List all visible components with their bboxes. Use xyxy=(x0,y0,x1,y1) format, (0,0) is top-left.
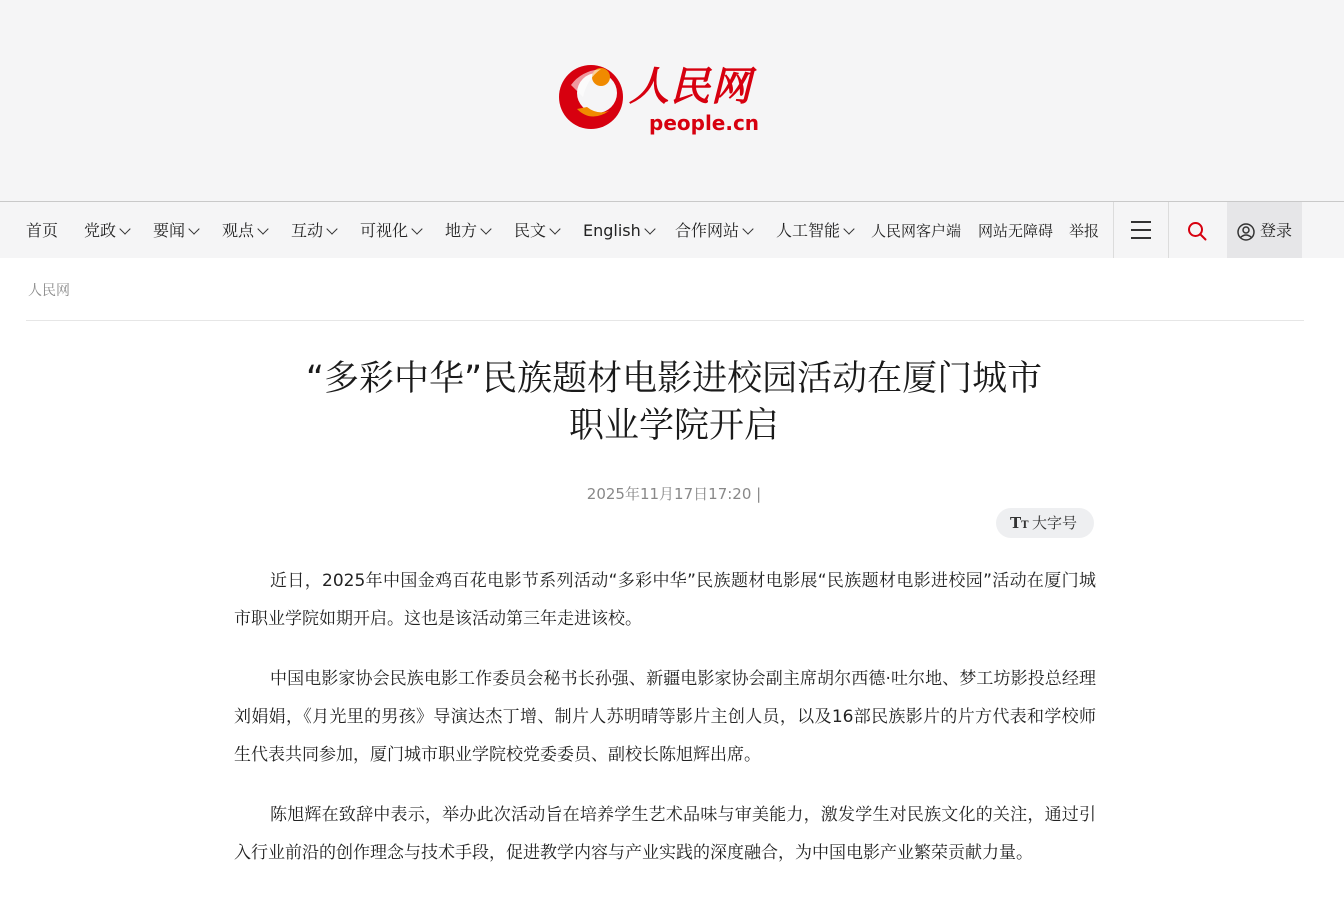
chevron-down-icon xyxy=(644,223,655,234)
article-title-line1: “多彩中华”民族题材电影进校园活动在厦门城市 xyxy=(305,359,1043,399)
site-logo[interactable] xyxy=(557,55,777,139)
article-title-line2: 职业学院开启 xyxy=(568,406,779,446)
logo-text-en: people.cn xyxy=(649,111,760,135)
nav-item-label: 党政 xyxy=(84,221,117,240)
nav-item-label: English xyxy=(583,221,641,240)
nav-item-label: 要闻 xyxy=(153,221,186,240)
article-title xyxy=(234,356,1114,450)
chevron-down-icon xyxy=(480,223,491,234)
nav-divider xyxy=(1168,202,1169,258)
article-paragraph: 近日，2025年中国金鸡百花电影节系列活动“多彩中华”民族题材电影展“民族题材电影进校园”活动在厦门城市职业学院如期开启。这也是该活动第三年走进该校。 xyxy=(234,571,1096,629)
nav-item-home[interactable] xyxy=(26,202,58,258)
nav-item-interact[interactable] xyxy=(291,202,336,258)
chevron-down-icon xyxy=(742,223,753,234)
chevron-down-icon xyxy=(257,223,268,234)
nav-item-partners[interactable] xyxy=(675,202,752,258)
nav-item-visual[interactable] xyxy=(360,202,421,258)
nav-item-label: 可视化 xyxy=(360,221,409,240)
logo-swirl-icon xyxy=(557,57,629,135)
big-font-button[interactable] xyxy=(996,508,1094,538)
article-body xyxy=(234,562,1096,894)
big-font-label: 大字号 xyxy=(1032,514,1078,532)
nav-item-label: 网站无障碍 xyxy=(978,222,1054,240)
chevron-down-icon xyxy=(549,223,560,234)
login-label: 登录 xyxy=(1260,221,1293,240)
menu-icon[interactable] xyxy=(1131,221,1151,238)
breadcrumb[interactable]: 人民网 xyxy=(28,283,70,299)
nav-item-english[interactable] xyxy=(583,202,654,258)
main-nav xyxy=(0,201,1344,258)
nav-item-label: 合作网站 xyxy=(675,221,740,240)
article-date: 2025年11月17日17:20 | xyxy=(586,485,762,503)
nav-item-label: 民文 xyxy=(514,221,547,240)
nav-divider xyxy=(1113,202,1114,258)
search-icon[interactable] xyxy=(1187,221,1207,241)
chevron-down-icon xyxy=(326,223,337,234)
nav-item-label: 人工智能 xyxy=(776,221,841,240)
chevron-down-icon xyxy=(843,223,854,234)
nav-item-label: 首页 xyxy=(26,221,59,240)
logo-text-cn: 人民网 xyxy=(629,63,752,110)
article-paragraph: 陈旭辉在致辞中表示，举办此次活动旨在培养学生艺术品味与审美能力，激发学生对民族文化的关注，通过引入行业前沿的创作理念与技术手段，促进教学内容与产业实践的深度融合，为中国电影产业繁荣贡献力量。 xyxy=(234,805,1096,863)
divider xyxy=(26,320,1304,321)
chevron-down-icon xyxy=(119,223,130,234)
site-header xyxy=(0,0,1344,201)
chevron-down-icon xyxy=(411,223,422,234)
chevron-down-icon xyxy=(188,223,199,234)
nav-item-ai[interactable] xyxy=(776,202,853,258)
nav-item-report[interactable] xyxy=(1069,202,1099,258)
article-paragraph: 中国电影家协会民族电影工作委员会秘书长孙强、新疆电影家协会副主席胡尔西德·吐尔地、梦工坊影投总经理刘娟娟，《月光里的男孩》导演达杰丁增、制片人苏明晴等影片主创人员，以及16部民族影片的片方代表和学校师生代表共同参加，厦门城市职业学院校党委委员、副校长陈旭辉出席。 xyxy=(234,669,1096,765)
nav-item-label: 观点 xyxy=(222,221,255,240)
font-size-icon: TT xyxy=(1010,514,1029,532)
login-button[interactable] xyxy=(1227,202,1302,258)
nav-item-label: 举报 xyxy=(1069,222,1100,240)
user-icon xyxy=(1237,223,1255,241)
nav-item-news[interactable] xyxy=(153,202,198,258)
nav-item-accessibility[interactable] xyxy=(978,202,1053,258)
nav-item-minority[interactable] xyxy=(514,202,559,258)
nav-item-label: 互动 xyxy=(291,221,324,240)
nav-item-label: 地方 xyxy=(445,221,478,240)
nav-item-party[interactable] xyxy=(84,202,129,258)
nav-item-opinion[interactable] xyxy=(222,202,267,258)
nav-item-app[interactable] xyxy=(871,202,961,258)
nav-item-label: 人民网客户端 xyxy=(871,222,962,240)
nav-item-local[interactable] xyxy=(445,202,490,258)
